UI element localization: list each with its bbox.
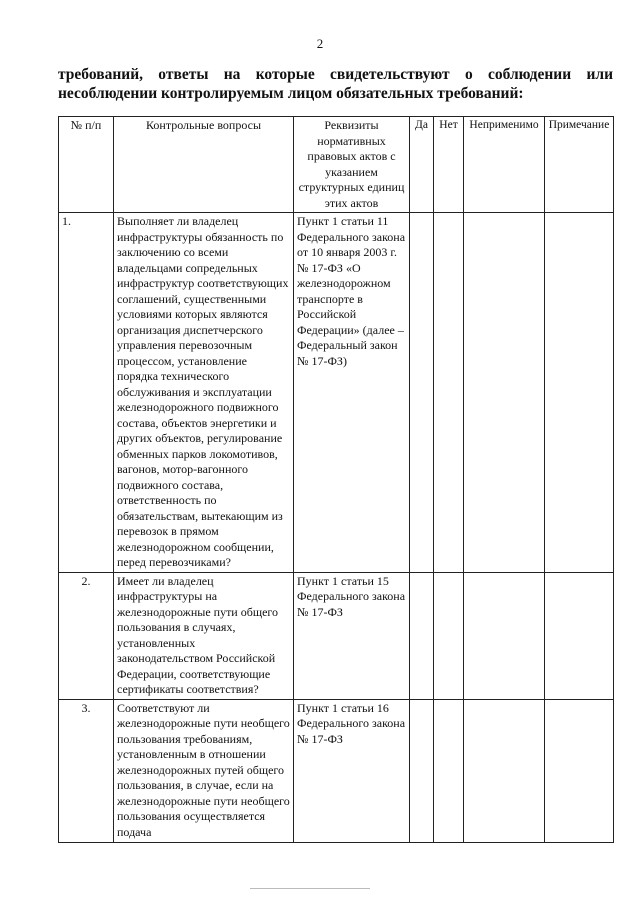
note-cell	[545, 699, 614, 842]
checklist-table	[58, 116, 614, 843]
legal-reference: Пункт 1 статьи 11 Федерального закона от 10 января 2003 г. № 17-ФЗ «О железнодорожном транспорте в Российской Федерации» (далее – Федеральный закон № 17-ФЗ)	[294, 213, 410, 573]
row-number: 1.	[59, 213, 114, 573]
answer-not-applicable-cell	[464, 213, 545, 573]
answer-no-cell	[434, 572, 464, 699]
row-number: 3.	[59, 699, 114, 842]
answer-not-applicable-cell	[464, 572, 545, 699]
table-row	[59, 699, 614, 842]
table-row	[59, 213, 614, 573]
legal-reference: Пункт 1 статьи 16 Федерального закона № 17-ФЗ	[294, 699, 410, 842]
note-cell	[545, 572, 614, 699]
row-number: 2.	[59, 572, 114, 699]
answer-yes-cell	[410, 572, 434, 699]
page-bottom-divider	[250, 888, 370, 889]
header-note: Примечание	[545, 117, 614, 213]
header-not-applicable: Неприменимо	[464, 117, 545, 213]
answer-yes-cell	[410, 213, 434, 573]
answer-no-cell	[434, 699, 464, 842]
legal-reference: Пункт 1 статьи 15 Федерального закона № 17-ФЗ	[294, 572, 410, 699]
control-question: Соответствуют ли железнодорожные пути необщего пользования требованиям, установленным в отношении железнодорожных путей общего пользования, в случае, если на железнодорожные пути необщего пользования осуществляется подача	[114, 699, 294, 842]
header-num: № п/п	[59, 117, 114, 213]
intro-paragraph: требований, ответы на которые свидетельствуют о соблюдении или несоблюдении контролируемым лицом обязательных требований:	[58, 66, 613, 102]
table-header-row	[59, 117, 614, 213]
header-question: Контрольные вопросы	[114, 117, 294, 213]
answer-not-applicable-cell	[464, 699, 545, 842]
answer-yes-cell	[410, 699, 434, 842]
note-cell	[545, 213, 614, 573]
header-legal: Реквизиты нормативных правовых актов с указанием структурных единиц этих актов	[294, 117, 410, 213]
table-row	[59, 572, 614, 699]
header-yes: Да	[410, 117, 434, 213]
header-no: Нет	[434, 117, 464, 213]
page-number: 2	[316, 36, 324, 51]
answer-no-cell	[434, 213, 464, 573]
control-question: Выполняет ли владелец инфраструктуры обязанность по заключению со всеми владельцами сопредельных инфраструктур соответствующих соглашений, существенными условиями которых являются организация диспетчерского управления перевозочным процессом, установление порядка технического обслуживания и эксплуатации железнодорожного подвижного состава, объектов энергетики и других объектов, регулирование обменных парков локомотивов, вагонов, мотор-вагонного подвижного состава, ответственность по обязательствам, вытекающим из перевозок в прямом железнодорожном сообщении, перед перевозчиками?	[114, 213, 294, 573]
control-question: Имеет ли владелец инфраструктуры на железнодорожные пути общего пользования в случаях, установленных законодательством Российской Федерации, соответствующие сертификаты соответствия?	[114, 572, 294, 699]
